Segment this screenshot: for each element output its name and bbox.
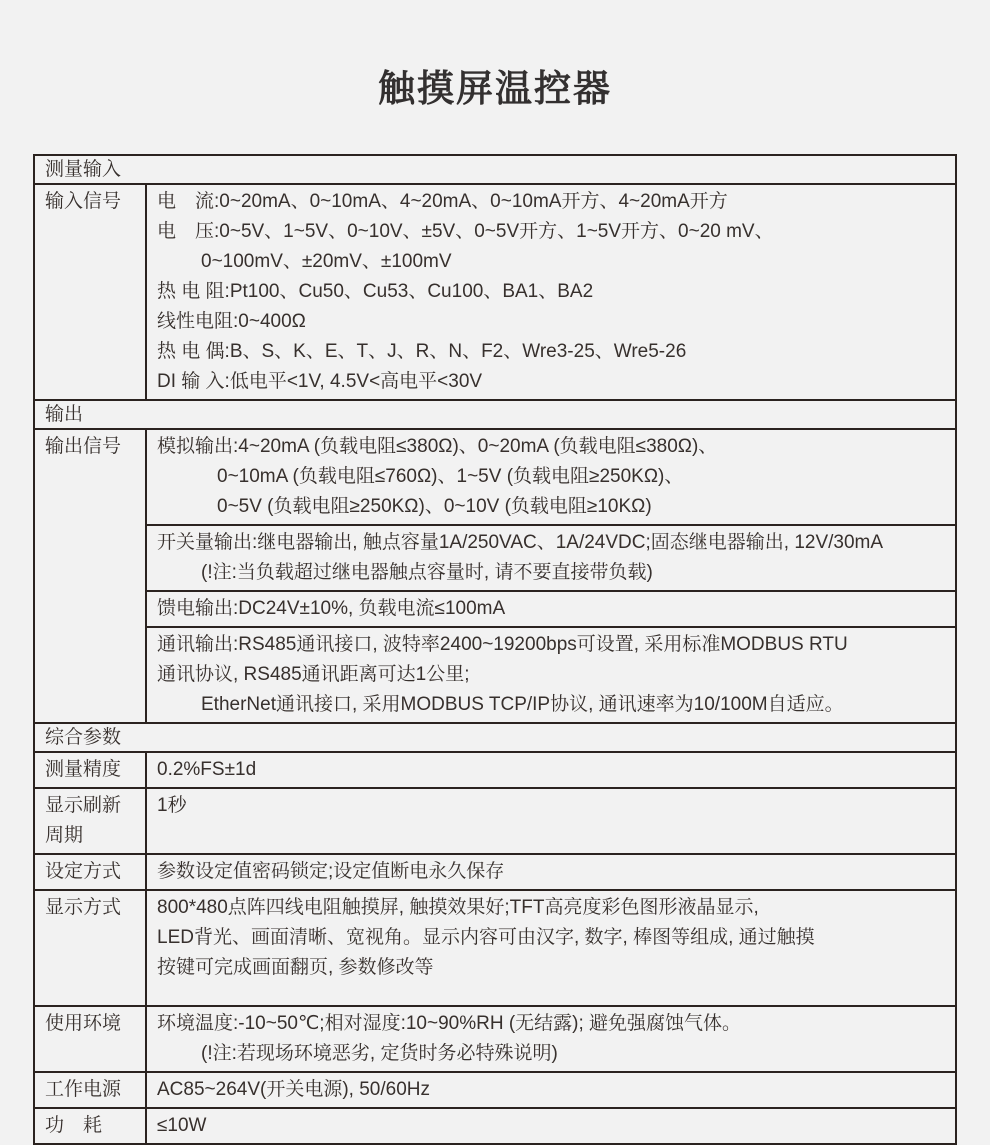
setting-mode-value: 参数设定值密码锁定;设定值断电永久保存 <box>146 854 956 890</box>
row-label-accuracy: 测量精度 <box>34 752 146 788</box>
power-supply-value: AC85~264V(开关电源), 50/60Hz <box>146 1072 956 1108</box>
spec-line-environment-1: 环境温度:-10~50℃;相对湿度:10~90%RH (无结露); 避免强腐蚀气体。 <box>157 1013 742 1034</box>
spec-line-comm-2: 通讯协议, RS485通讯距离可达1公里; <box>157 664 470 685</box>
section-row-general <box>34 723 956 752</box>
spec-line-thermocouple: 热 电 偶:B、S、K、E、T、J、R、N、F2、Wre3-25、Wre5-26 <box>157 341 687 362</box>
environment-cell <box>146 1006 956 1072</box>
spec-line-environment-note: (!注:若现场环境恶劣, 定货时务必特殊说明) <box>201 1043 558 1064</box>
row-output-signal-feed <box>34 591 956 627</box>
section-header-output: 输出 <box>34 400 956 429</box>
row-label-environment: 使用环境 <box>34 1006 146 1072</box>
spec-line-display-3: 按键可完成画面翻页, 参数修改等 <box>157 957 434 978</box>
row-power-consumption <box>34 1108 956 1144</box>
row-accuracy <box>34 752 956 788</box>
row-power-supply <box>34 1072 956 1108</box>
spec-line-rtd: 热 电 阻:Pt100、Cu50、Cu53、Cu100、BA1、BA2 <box>157 281 594 302</box>
page-title: 触摸屏温控器 <box>378 68 612 109</box>
comm-output-cell <box>146 627 956 723</box>
accuracy-value: 0.2%FS±1d <box>146 752 956 788</box>
spec-line-feed: 馈电输出:DC24V±10%, 负载电流≤100mA <box>157 598 506 619</box>
row-label-input-signal: 输入信号 <box>34 184 146 400</box>
spec-line-linear-resistance: 线性电阻:0~400Ω <box>157 311 306 332</box>
section-row-measure-input <box>34 155 956 184</box>
spec-line-display-1: 800*480点阵四线电阻触摸屏, 触摸效果好;TFT高亮度彩色图形液晶显示, <box>157 897 759 918</box>
spec-line-switch-note: (!注:当负载超过继电器触点容量时, 请不要直接带负载) <box>201 562 653 583</box>
row-output-signal-comm <box>34 627 956 723</box>
spec-line-current: 电 流:0~20mA、0~10mA、4~20mA、0~10mA开方、4~20mA开方 <box>157 191 728 212</box>
section-header-general: 综合参数 <box>34 723 956 752</box>
section-row-output <box>34 400 956 429</box>
display-mode-cell <box>146 890 956 1006</box>
spec-line-di-input: DI 输 入:低电平<1V, 4.5V<高电平<30V <box>157 371 483 392</box>
analog-output-cell <box>146 429 956 525</box>
row-label-setting-mode: 设定方式 <box>34 854 146 890</box>
row-setting-mode <box>34 854 956 890</box>
spec-line-voltage: 电 压:0~5V、1~5V、0~10V、±5V、0~5V开方、1~5V开方、0~20 mV、 <box>157 221 774 242</box>
row-input-signal <box>34 184 956 400</box>
spec-line-analog-3: 0~5V (负载电阻≥250KΩ)、0~10V (负载电阻≥10KΩ) <box>217 496 652 517</box>
spec-line-comm-ethernet: EtherNet通讯接口, 采用MODBUS TCP/IP协议, 通讯速率为10/100M自适应。 <box>201 694 844 715</box>
row-refresh-period <box>34 788 956 854</box>
spec-line-voltage-cont: 0~100mV、±20mV、±100mV <box>201 251 452 272</box>
row-label-power-consumption: 功 耗 <box>34 1108 146 1144</box>
refresh-label-line-2: 周期 <box>45 825 84 846</box>
row-label-refresh-period <box>34 788 146 854</box>
row-label-display-mode: 显示方式 <box>34 890 146 1006</box>
spec-line-display-2: LED背光、画面清晰、宽视角。显示内容可由汉字, 数字, 棒图等组成, 通过触摸 <box>157 927 815 948</box>
row-output-signal-analog <box>34 429 956 525</box>
row-display-mode <box>34 890 956 1006</box>
feed-output-cell <box>146 591 956 627</box>
row-output-signal-switch <box>34 525 956 591</box>
row-label-output-signal: 输出信号 <box>34 429 146 723</box>
refresh-label-line-1: 显示刷新 <box>45 795 122 816</box>
refresh-period-value: 1秒 <box>146 788 956 854</box>
input-signal-value-cell <box>146 184 956 400</box>
row-environment <box>34 1006 956 1072</box>
section-header-measure-input: 测量输入 <box>34 155 956 184</box>
spec-line-switch-1: 开关量输出:继电器输出, 触点容量1A/250VAC、1A/24VDC;固态继电器输出, 12V/30mA <box>157 532 884 553</box>
spec-line-comm-1: 通讯输出:RS485通讯接口, 波特率2400~19200bps可设置, 采用标准MODBUS RTU <box>157 634 848 655</box>
spec-table <box>33 154 957 1145</box>
power-consumption-value: ≤10W <box>146 1108 956 1144</box>
spec-line-analog-1: 模拟输出:4~20mA (负载电阻≤380Ω)、0~20mA (负载电阻≤380Ω)、 <box>157 436 718 457</box>
row-label-power-supply: 工作电源 <box>34 1072 146 1108</box>
spec-line-analog-2: 0~10mA (负载电阻≤760Ω)、1~5V (负载电阻≥250KΩ)、 <box>217 466 684 487</box>
switch-output-cell <box>146 525 956 591</box>
